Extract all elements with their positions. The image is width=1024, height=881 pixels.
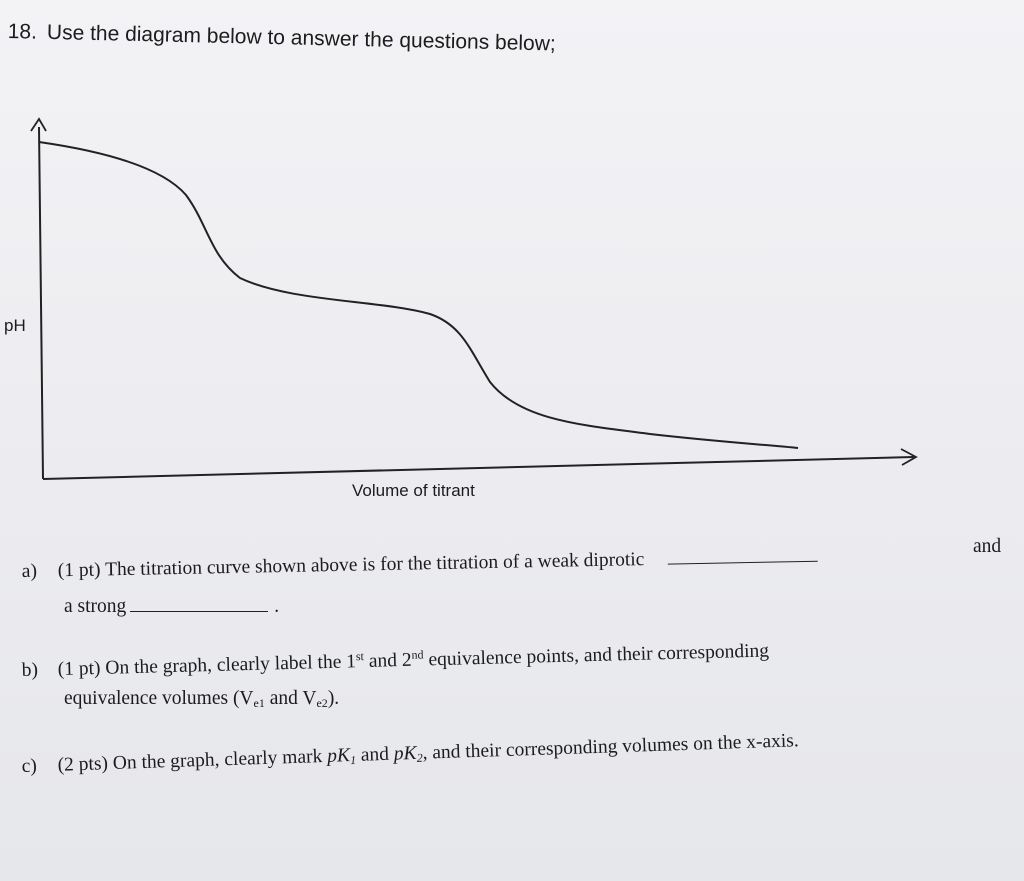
- part-c-pk2: pK: [393, 742, 417, 765]
- part-a-blank-acid[interactable]: [667, 561, 817, 565]
- part-b-text-end: equivalence points, and their corresponding: [428, 640, 770, 671]
- part-b-sup1: st: [355, 649, 365, 664]
- part-c-letter: c): [21, 755, 38, 777]
- part-b-sub2: e2: [316, 696, 328, 710]
- part-a-end-mark: .: [274, 596, 280, 617]
- part-b-sub1: e1: [253, 696, 265, 710]
- part-c-pk2-sub: 2: [416, 750, 423, 765]
- part-c-and: and: [360, 743, 390, 766]
- part-b-line2-and: and V: [269, 688, 317, 709]
- part-b-letter: b): [21, 659, 39, 681]
- part-b-line2-end: ).: [327, 688, 340, 709]
- y-axis: [39, 127, 43, 479]
- part-c-line: [21, 731, 799, 777]
- x-axis: [43, 457, 914, 479]
- question-prompt: Use the diagram below to answer the questions below;: [46, 20, 557, 56]
- part-a-line1: [22, 547, 818, 582]
- part-b-text-start: On the graph, clearly label the 1: [105, 651, 357, 679]
- part-b-sup2: nd: [411, 647, 424, 662]
- part-b-line2: [64, 689, 339, 709]
- part-c-text-end: , and their corresponding volumes on the x-axis.: [422, 730, 800, 764]
- part-a-line2: [64, 597, 279, 617]
- part-c-pk1: pK: [326, 745, 351, 767]
- question-number: 18.: [7, 20, 38, 44]
- x-axis-label: Volume of titrant: [352, 481, 475, 500]
- part-a-letter: a): [21, 560, 38, 582]
- part-a-line2-text: a strong: [64, 596, 127, 617]
- y-axis-label: pH: [4, 316, 26, 335]
- part-c-points: (2 pts): [57, 753, 109, 776]
- part-c-pk1-sub: 1: [349, 752, 357, 768]
- part-a-blank-base[interactable]: [130, 611, 268, 612]
- part-b-line1: [21, 639, 769, 680]
- part-a-and: and: [973, 536, 1002, 557]
- part-b-line2-start: equivalence volumes (V: [64, 688, 254, 709]
- titration-curve: [39, 142, 798, 448]
- part-b-text-and: and 2: [368, 649, 412, 672]
- part-a-text: The titration curve shown above is for the titration of a weak diprotic: [104, 549, 645, 581]
- part-a-points: (1 pt): [57, 559, 101, 582]
- part-b-points: (1 pt): [57, 657, 101, 681]
- part-c-text-start: On the graph, clearly mark: [112, 746, 323, 774]
